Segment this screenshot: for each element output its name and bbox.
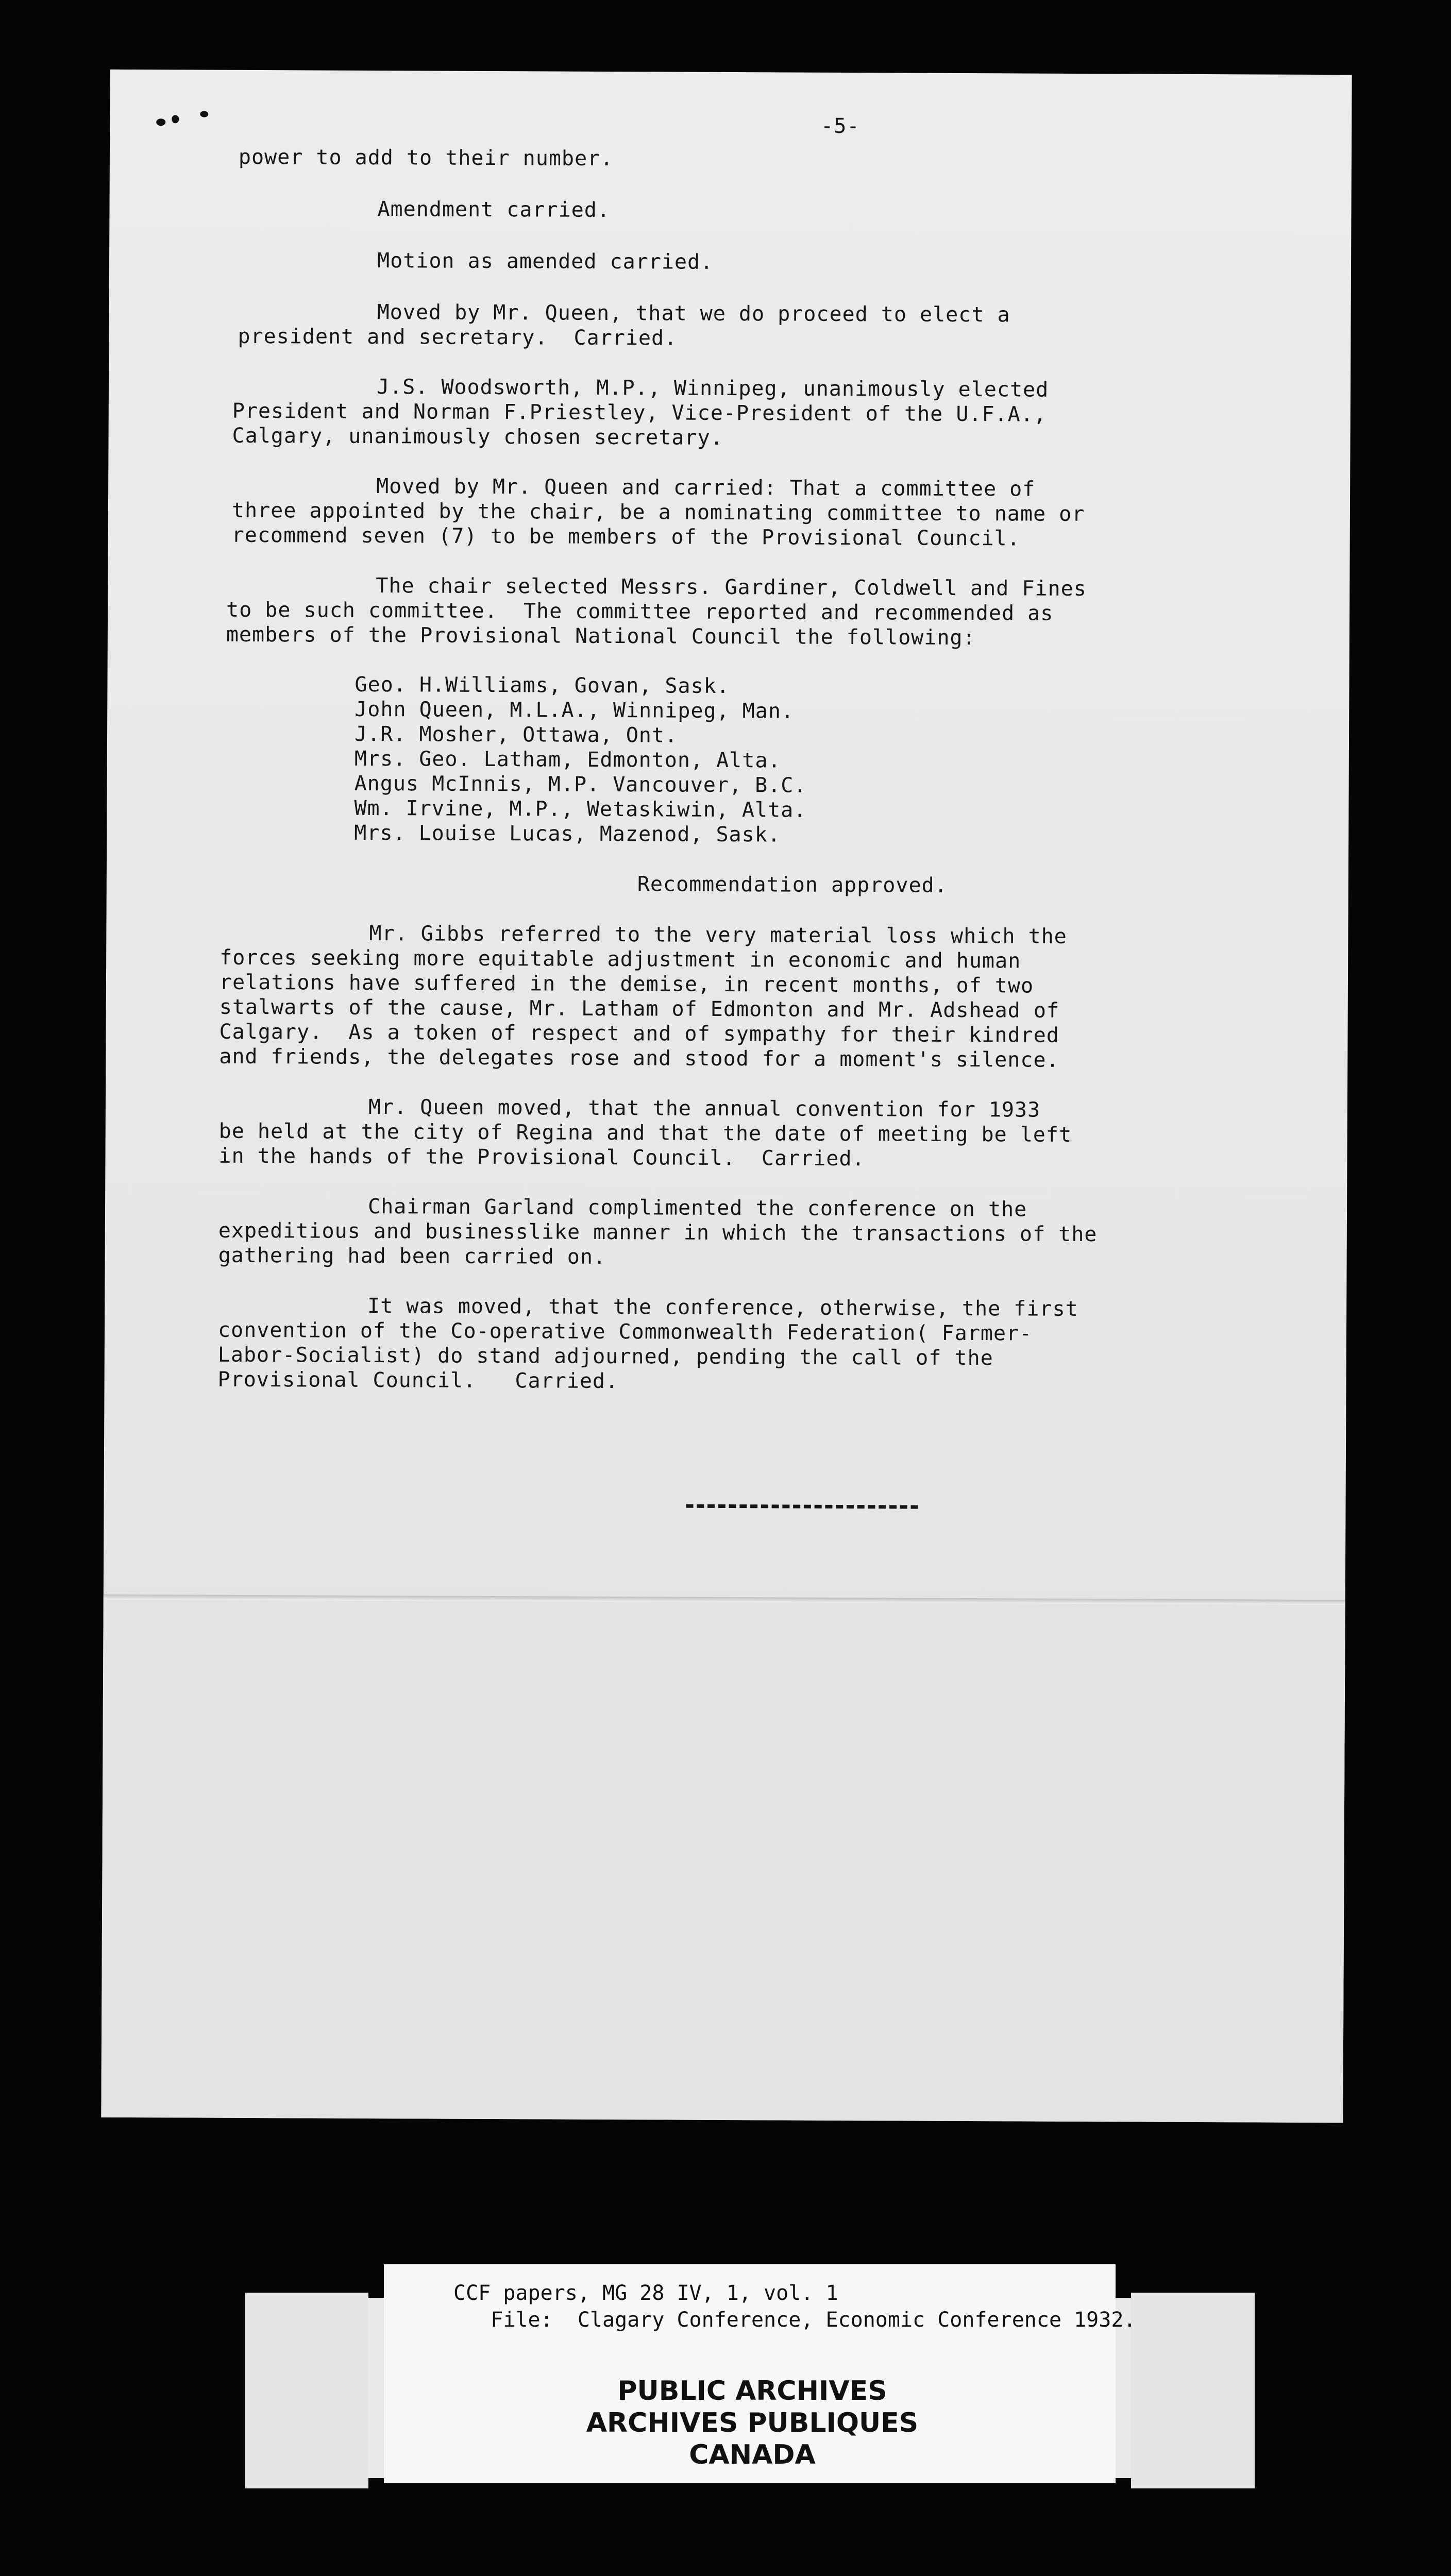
council-member: Geo. H.Williams, Govan, Sask.: [355, 672, 730, 699]
text-line: Amendment carried.: [377, 197, 611, 222]
archive-reference: [453, 2280, 1136, 2333]
ink-speck: [172, 115, 179, 123]
council-member: Mrs. Geo. Latham, Edmonton, Alta.: [354, 747, 781, 773]
typed-text-body: [217, 96, 1346, 1394]
text-line: Moved by Mr. Queen and carried: That a committee of: [376, 474, 1036, 501]
text-line: power to add to their number.: [238, 145, 614, 171]
lower-sheet: [101, 1600, 1345, 2123]
text-line: Moved by Mr. Queen, that we do proceed to elect a: [377, 300, 1010, 327]
label-tab-right: [1131, 2293, 1255, 2488]
text-line: convention of the Co-operative Commonwealth Federation( Farmer-: [217, 1318, 1033, 1346]
text-line: forces seeking more equitable adjustment in economic and human: [220, 945, 1021, 973]
text-line: and friends, the delegates rose and stood for a moment's silence.: [219, 1044, 1059, 1072]
text-line: members of the Provisional National Council the following:: [226, 622, 976, 650]
text-line: to be such committee. The committee reported and recommended as: [226, 598, 1054, 625]
document-page: [101, 70, 1352, 2123]
text-line: expeditious and businesslike manner in which the transactions of the: [218, 1218, 1098, 1247]
text-line: Chairman Garland complimented the conference on the: [367, 1194, 1027, 1222]
text-line: Motion as amended carried.: [377, 249, 714, 274]
text-line: Provisional Council. Carried.: [217, 1367, 619, 1394]
text-line: Mr. Queen moved, that the annual convention for 1933: [368, 1095, 1041, 1122]
council-member: J.R. Mosher, Ottawa, Ont.: [354, 722, 678, 748]
page-number: -5-: [821, 114, 860, 139]
text-line: be held at the city of Regina and that the date of meeting be left: [218, 1119, 1072, 1147]
text-line: J.S. Woodsworth, M.P., Winnipeg, unanimously elected: [376, 375, 1049, 402]
council-member: Angus McInnis, M.P. Vancouver, B.C.: [354, 771, 807, 798]
text-line: relations have suffered in the demise, in recent months, of two: [219, 970, 1034, 998]
council-member: Wm. Irvine, M.P., Wetaskiwin, Alta.: [354, 796, 807, 822]
archive-stamp: [556, 2375, 948, 2471]
council-member: John Queen, M.L.A., Winnipeg, Man.: [355, 697, 795, 723]
text-line: gathering had been carried on.: [218, 1243, 606, 1269]
text-line: President and Norman F.Priestley, Vice-President of the U.F.A.,: [232, 399, 1047, 427]
text-line: Calgary, unanimously chosen secretary.: [232, 423, 723, 450]
text-line: It was moved, that the conference, otherwise, the first: [367, 1294, 1078, 1321]
text-line: three appointed by the chair, be a nominating committee to name or: [231, 498, 1085, 527]
archive-stamp-line: ARCHIVES PUBLIQUES: [586, 2408, 919, 2438]
label-tab-left: [245, 2293, 368, 2488]
text-line: in the hands of the Provisional Council. Carried.: [218, 1144, 865, 1171]
text-line: recommend seven (7) to be members of the Provisional Council.: [231, 523, 1020, 551]
council-member: Mrs. Louise Lucas, Mazenod, Sask.: [354, 821, 781, 847]
text-line: president and secretary. Carried.: [238, 324, 678, 350]
closing-rule: [686, 1504, 918, 1509]
text-line: Calgary. As a token of respect and of sympathy for their kindred: [219, 1020, 1059, 1047]
text-line: The chair selected Messrs. Gardiner, Coldwell and Fines: [376, 574, 1087, 601]
text-line: Mr. Gibbs referred to the very material loss which the: [369, 921, 1067, 948]
ink-speck: [156, 118, 165, 126]
archive-stamp-line: PUBLIC ARCHIVES: [617, 2376, 887, 2406]
archive-reference-line: CCF papers, MG 28 IV, 1, vol. 1: [453, 2281, 838, 2305]
archive-reference-line: File: Clagary Conference, Economic Conference 1932.: [453, 2308, 1136, 2332]
ink-speck: [200, 111, 208, 117]
text-line: Recommendation approved.: [637, 872, 948, 897]
archive-stamp-line: CANADA: [689, 2439, 816, 2470]
text-line: Labor-Socialist) do stand adjourned, pending the call of the: [217, 1343, 993, 1370]
text-line: stalwarts of the cause, Mr. Latham of Edmonton and Mr. Adshead of: [219, 995, 1060, 1023]
